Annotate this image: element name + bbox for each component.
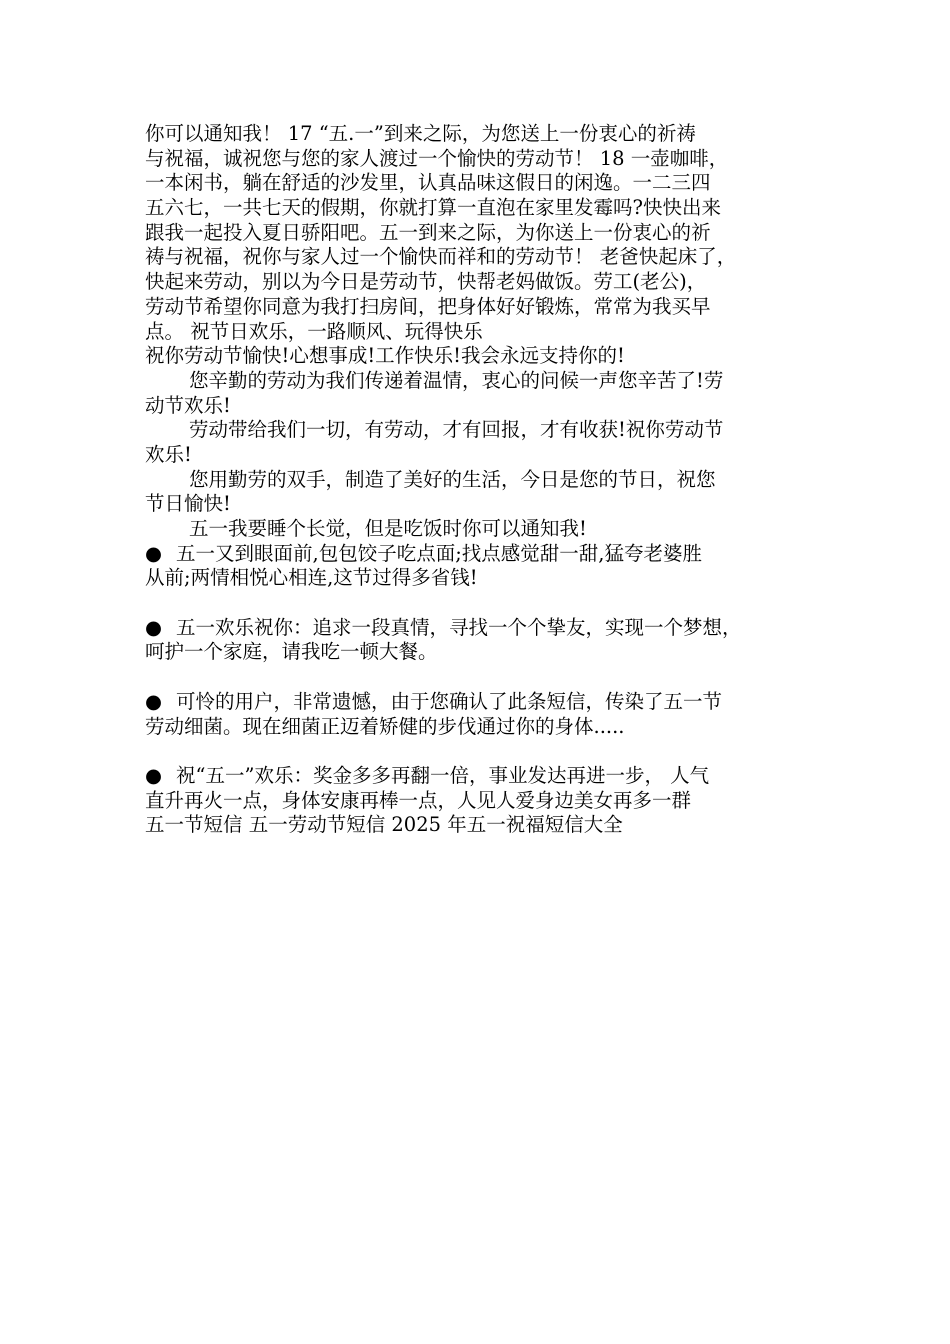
bullet-item — [145, 542, 815, 567]
spacer — [145, 665, 815, 690]
text-line: 五六七，一共七天的假期，你就打算一直泡在家里发霉吗?快快出来 — [145, 196, 721, 220]
bullet-icon: ● — [145, 541, 163, 565]
text-line: 节日愉快! — [145, 492, 231, 516]
bullet-icon: ● — [145, 689, 163, 713]
text-line: 祝你劳动节愉快!心想事成!工作快乐!我会永远支持你的! — [145, 344, 625, 368]
text-line: 直升再火一点，身体安康再棒一点，人见人爱身边美女再多一群 — [145, 788, 692, 812]
text-line: 点。 祝节日欢乐，一路顺风、玩得快乐 — [145, 319, 483, 343]
bullet-item — [145, 616, 815, 641]
text-line: 与祝福，诚祝您与您的家人渡过一个愉快的劳动节！ 18 一壶咖啡， — [145, 146, 729, 170]
text-line: 动节欢乐! — [145, 393, 231, 417]
text-line: 劳动带给我们一切，有劳动，才有回报，才有收获!祝你劳动节 — [189, 418, 724, 442]
text-line: 从前;两情相悦心相连,这节过得多省钱! — [145, 566, 478, 590]
text-line: 你可以通知我！ 17 “五.一”到来之际，为您送上一份衷心的祈祷 — [145, 122, 696, 145]
bullet-item — [145, 690, 815, 715]
spacer — [145, 739, 815, 764]
text-line: 祝“五一”欢乐：奖金多多再翻一倍，事业发达再进一步， 人气 — [176, 763, 710, 787]
bullet-item — [145, 764, 815, 789]
text-line: 祷与祝福，祝你与家人过一个愉快而祥和的劳动节！ 老爸快起床了， — [145, 245, 737, 269]
text-line: 五一又到眼面前,包包饺子吃点面;找点感觉甜一甜,猛夸老婆胜 — [176, 541, 702, 565]
spacer — [145, 591, 815, 616]
text-line: 一本闲书，躺在舒适的沙发里，认真品味这假日的闲逸。一二三四 — [145, 171, 711, 195]
text-line: 劳动细菌。现在细菌正迈着矫健的步伐通过你的身体..... — [145, 714, 625, 738]
text-line: 劳动节希望你同意为我打扫房间，把身体好好锻炼，常常为我买早 — [145, 294, 711, 318]
footer-line: 五一节短信 五一劳动节短信 2025 年五一祝福短信大全 — [145, 813, 623, 837]
text-line: 可怜的用户，非常遗憾，由于您确认了此条短信，传染了五一节 — [176, 689, 723, 713]
text-line: 您用勤劳的双手，制造了美好的生活，今日是您的节日，祝您 — [189, 467, 716, 491]
text-line: 呵护一个家庭，请我吃一顿大餐。 — [145, 640, 438, 664]
bullet-icon: ● — [145, 615, 163, 639]
text-line: 五一我要睡个长觉，但是吃饭时你可以通知我! — [189, 517, 587, 540]
text-line: 您辛勤的劳动为我们传递着温情，衷心的问候一声您辛苦了!劳 — [189, 368, 724, 392]
bullet-icon: ● — [145, 763, 163, 787]
text-line: 跟我一起投入夏日骄阳吧。五一到来之际，为你送上一份衷心的祈 — [145, 220, 711, 244]
text-line: 快起来劳动，别以为今日是劳动节，快帮老妈做饭。劳工(老公)， — [145, 270, 707, 294]
text-line: 五一欢乐祝你：追求一段真情，寻找一个个挚友，实现一个梦想， — [176, 615, 742, 639]
document-body — [145, 122, 815, 838]
text-line: 欢乐! — [145, 442, 192, 466]
